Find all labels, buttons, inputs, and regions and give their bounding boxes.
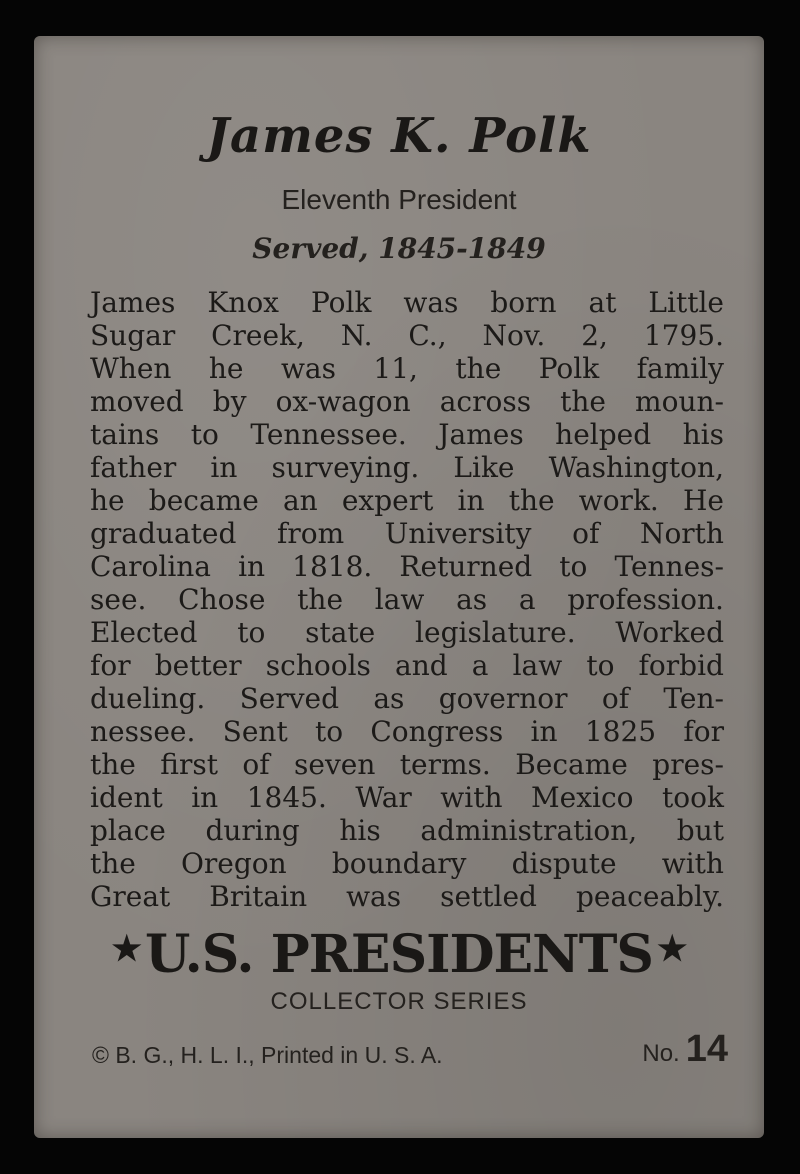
biography-word: Polk — [310, 286, 372, 319]
biography-word: Sugar — [90, 319, 176, 352]
biography-line — [90, 847, 724, 880]
biography-line — [90, 748, 724, 781]
biography-word: terms. — [399, 748, 491, 781]
biography-word: a — [471, 649, 489, 682]
biography-word: Knox — [207, 286, 279, 319]
biography-word: nessee. — [90, 715, 196, 748]
biography-word: Nov. — [482, 319, 546, 352]
series-title-text: U.S. PRESIDENTS — [145, 924, 653, 985]
biography-word: forbid — [638, 649, 724, 682]
biography-line — [90, 517, 724, 550]
biography-word: to — [237, 616, 266, 649]
biography-line — [90, 781, 724, 814]
biography-word: helped — [555, 418, 652, 451]
biography-word: ox-wagon — [275, 385, 411, 418]
biography-word: was — [403, 286, 459, 319]
biography-word: Like — [453, 451, 515, 484]
biography-word: his — [682, 418, 724, 451]
card-number — [642, 1028, 728, 1071]
card-number-value: 14 — [685, 1028, 728, 1070]
biography-word: as — [456, 583, 488, 616]
biography-line — [90, 352, 724, 385]
biography-word: place — [90, 814, 166, 847]
biography-word: during — [205, 814, 300, 847]
biography-word: dueling. — [90, 682, 206, 715]
biography-word: moved — [90, 385, 184, 418]
biography-line — [90, 484, 724, 517]
biography-word: he — [208, 352, 244, 385]
biography-word: 11, — [373, 352, 418, 385]
biography-word: Washington, — [548, 451, 724, 484]
biography-line — [90, 418, 724, 451]
biography-word: boundary — [331, 847, 467, 880]
biography-word: the — [90, 847, 136, 880]
biography-word: War — [355, 781, 412, 814]
biography-word: took — [662, 781, 724, 814]
biography-word: with — [661, 847, 724, 880]
biography-word: in — [530, 715, 558, 748]
biography-word: but — [676, 814, 724, 847]
biography-word: graduated — [90, 517, 237, 550]
biography-word: peaceably. — [575, 880, 724, 913]
biography-word: 1818. — [292, 550, 373, 583]
biography-word: Elected — [90, 616, 198, 649]
biography-word: Tennessee. — [250, 418, 407, 451]
biography-word: administration, — [420, 814, 638, 847]
biography-word: He — [682, 484, 724, 517]
biography-word: the — [455, 352, 502, 385]
biography-word: family — [636, 352, 724, 385]
biography-word: in — [238, 550, 266, 583]
biography-word: to — [190, 418, 219, 451]
biography-word: was — [346, 880, 402, 913]
biography-word: state — [305, 616, 376, 649]
biography-word: the — [297, 583, 344, 616]
biography-word: Oregon — [180, 847, 287, 880]
biography-word: 2, — [581, 319, 608, 352]
series-title — [34, 924, 764, 985]
biography-text — [90, 286, 724, 913]
biography-word: 1825 — [584, 715, 657, 748]
biography-word: Congress — [370, 715, 504, 748]
biography-word: became — [148, 484, 259, 517]
biography-word: he — [90, 484, 125, 517]
biography-word: law — [374, 583, 425, 616]
biography-word: Ten- — [663, 682, 724, 715]
biography-word: an — [282, 484, 318, 517]
biography-word: tains — [90, 418, 160, 451]
biography-line — [90, 451, 724, 484]
biography-line — [90, 385, 724, 418]
biography-word: in — [457, 484, 485, 517]
biography-word: of — [572, 517, 600, 550]
biography-word: Became — [515, 748, 628, 781]
biography-word: the — [560, 385, 606, 418]
biography-word: as — [373, 682, 405, 715]
star-icon: ★ — [111, 929, 142, 969]
biography-word: settled — [440, 880, 537, 913]
biography-word: law — [512, 649, 563, 682]
biography-line — [90, 880, 724, 913]
biography-word: Carolina — [90, 550, 211, 583]
biography-word: seven — [294, 748, 376, 781]
biography-word: for — [683, 715, 724, 748]
biography-word: Mexico — [530, 781, 634, 814]
trading-card-back — [34, 36, 764, 1138]
biography-line — [90, 649, 724, 682]
biography-word: father — [90, 451, 177, 484]
term-served: Served, 1845-1849 — [252, 232, 546, 265]
biography-line — [90, 616, 724, 649]
biography-word: James — [438, 418, 524, 451]
biography-word: schools — [265, 649, 371, 682]
biography-word: to — [559, 550, 588, 583]
biography-word: in — [210, 451, 238, 484]
biography-word: Sent — [222, 715, 288, 748]
biography-word: ident — [90, 781, 163, 814]
biography-word: Worked — [615, 616, 724, 649]
card-number-label: No. — [642, 1040, 680, 1067]
president-ordinal: Eleventh President — [281, 184, 517, 215]
biography-word: James — [90, 286, 176, 319]
biography-word: surveying. — [271, 451, 420, 484]
biography-word: dispute — [511, 847, 617, 880]
biography-word: work. — [578, 484, 659, 517]
biography-word: see. — [90, 583, 147, 616]
biography-word: the — [90, 748, 136, 781]
biography-line — [90, 682, 724, 715]
biography-word: C., — [408, 319, 447, 352]
biography-word: to — [314, 715, 344, 748]
biography-word: pres- — [652, 748, 724, 781]
biography-word: Britain — [209, 880, 308, 913]
biography-word: the — [508, 484, 555, 517]
biography-word: University — [384, 517, 532, 550]
biography-line — [90, 319, 724, 352]
biography-word: Creek, — [211, 319, 305, 352]
biography-word: Polk — [538, 352, 600, 385]
biography-word: Tennes- — [614, 550, 724, 583]
biography-word: his — [339, 814, 381, 847]
biography-word: Little — [648, 286, 724, 319]
biography-word: N. — [340, 319, 373, 352]
biography-word: for — [90, 649, 131, 682]
biography-line — [90, 814, 724, 847]
biography-word: Chose — [178, 583, 266, 616]
biography-line — [90, 550, 724, 583]
biography-word: profession. — [567, 583, 724, 616]
copyright-notice: © B. G., H. L. I., Printed in U. S. A. — [92, 1042, 443, 1068]
biography-word: across — [439, 385, 532, 418]
star-icon: ★ — [656, 929, 687, 969]
biography-line — [90, 715, 724, 748]
biography-word: by — [212, 385, 247, 418]
biography-word: from — [277, 517, 345, 550]
biography-word: better — [154, 649, 242, 682]
biography-word: and — [395, 649, 448, 682]
biography-line — [90, 583, 724, 616]
biography-word: in — [191, 781, 219, 814]
biography-word: at — [588, 286, 617, 319]
biography-word: North — [639, 517, 724, 550]
series-subtitle: COLLECTOR SERIES — [270, 988, 528, 1015]
biography-word: legislature. — [415, 616, 576, 649]
biography-line — [90, 286, 724, 319]
biography-word: of — [242, 748, 270, 781]
biography-word: a — [518, 583, 536, 616]
biography-word: Great — [90, 880, 171, 913]
biography-word: governor — [438, 682, 568, 715]
biography-word: Served — [239, 682, 340, 715]
biography-word: born — [490, 286, 557, 319]
biography-word: was — [280, 352, 336, 385]
biography-word: of — [601, 682, 630, 715]
biography-word: expert — [341, 484, 434, 517]
biography-word: 1795. — [643, 319, 724, 352]
president-signature: James K. Polk — [206, 108, 592, 164]
biography-word: moun- — [635, 385, 724, 418]
biography-word: first — [160, 748, 218, 781]
biography-word: When — [90, 352, 172, 385]
biography-word: 1845. — [246, 781, 327, 814]
biography-word: to — [586, 649, 615, 682]
biography-word: with — [440, 781, 503, 814]
biography-word: Returned — [399, 550, 533, 583]
